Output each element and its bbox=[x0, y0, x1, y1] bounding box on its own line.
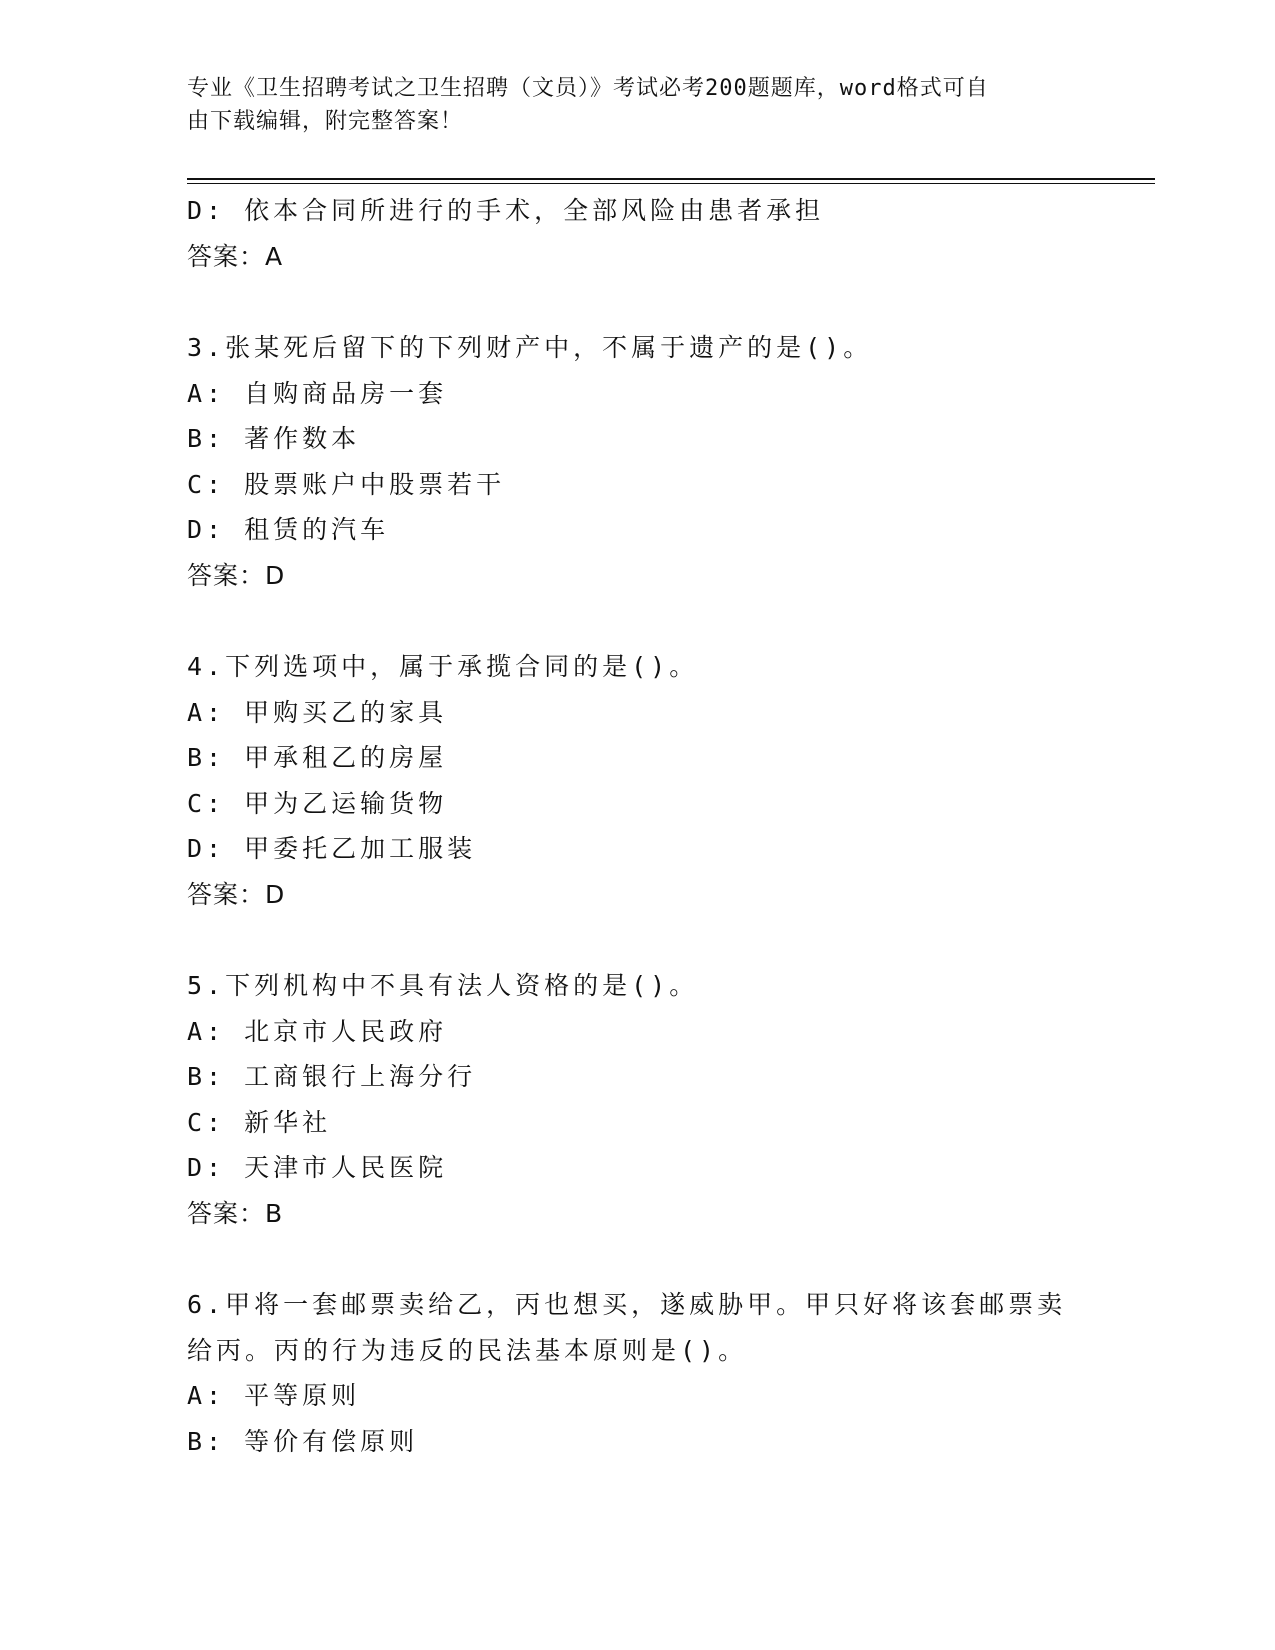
question-2-tail bbox=[187, 188, 1087, 279]
question-text: 5.下列机构中不具有法人资格的是()。 bbox=[187, 971, 699, 1000]
question-3 bbox=[187, 325, 1087, 598]
option-a: A: 北京市人民政府 bbox=[187, 1016, 448, 1046]
option-c: C: 股票账户中股票若干 bbox=[187, 469, 506, 499]
question-4 bbox=[187, 644, 1087, 917]
option-b: B: 著作数本 bbox=[187, 424, 361, 453]
answer-label: 答案：A bbox=[187, 241, 284, 271]
header-line-2: 由下载编辑，附完整答案！ bbox=[187, 109, 464, 134]
header-line-1: 专业《卫生招聘考试之卫生招聘（文员）》考试必考200题题库，word格式可自 bbox=[187, 76, 989, 101]
option-a: A: 甲购买乙的家具 bbox=[187, 697, 448, 727]
option-a: A: 平等原则 bbox=[187, 1381, 361, 1410]
option-d: D: 甲委托乙加工服装 bbox=[187, 834, 477, 863]
answer-label: 答案：D bbox=[187, 560, 286, 590]
spacer bbox=[187, 917, 1087, 963]
question-text: 3.张某死后留下的下列财产中，不属于遗产的是()。 bbox=[187, 333, 873, 362]
header-divider-thin bbox=[187, 183, 1155, 184]
spacer bbox=[187, 598, 1087, 644]
question-5 bbox=[187, 963, 1087, 1236]
option-b: B: 等价有偿原则 bbox=[187, 1426, 419, 1456]
header-divider-thick bbox=[187, 178, 1155, 180]
spacer bbox=[187, 1236, 1087, 1282]
question-list bbox=[187, 188, 1087, 1464]
option-c: C: 新华社 bbox=[187, 1107, 332, 1137]
option-b: B: 甲承租乙的房屋 bbox=[187, 743, 448, 772]
question-text-line-1: 6.甲将一套邮票卖给乙，丙也想买，遂威胁甲。甲只好将该套邮票卖 bbox=[187, 1290, 1067, 1319]
question-text: 4.下列选项中，属于承揽合同的是()。 bbox=[187, 652, 699, 681]
option-a: A: 自购商品房一套 bbox=[187, 378, 448, 408]
answer-label: 答案：D bbox=[187, 879, 286, 909]
option-d: D: 天津市人民医院 bbox=[187, 1153, 448, 1182]
option-b: B: 工商银行上海分行 bbox=[187, 1062, 477, 1091]
question-text-line-2: 给丙。丙的行为违反的民法基本原则是()。 bbox=[187, 1335, 748, 1365]
document-header bbox=[187, 72, 1067, 138]
spacer bbox=[187, 279, 1087, 325]
question-6 bbox=[187, 1282, 1087, 1464]
answer-label: 答案：B bbox=[187, 1198, 284, 1228]
option-c: C: 甲为乙运输货物 bbox=[187, 788, 448, 818]
option-d: D: 租赁的汽车 bbox=[187, 515, 390, 544]
option-d: D: 依本合同所进行的手术，全部风险由患者承担 bbox=[187, 196, 825, 225]
